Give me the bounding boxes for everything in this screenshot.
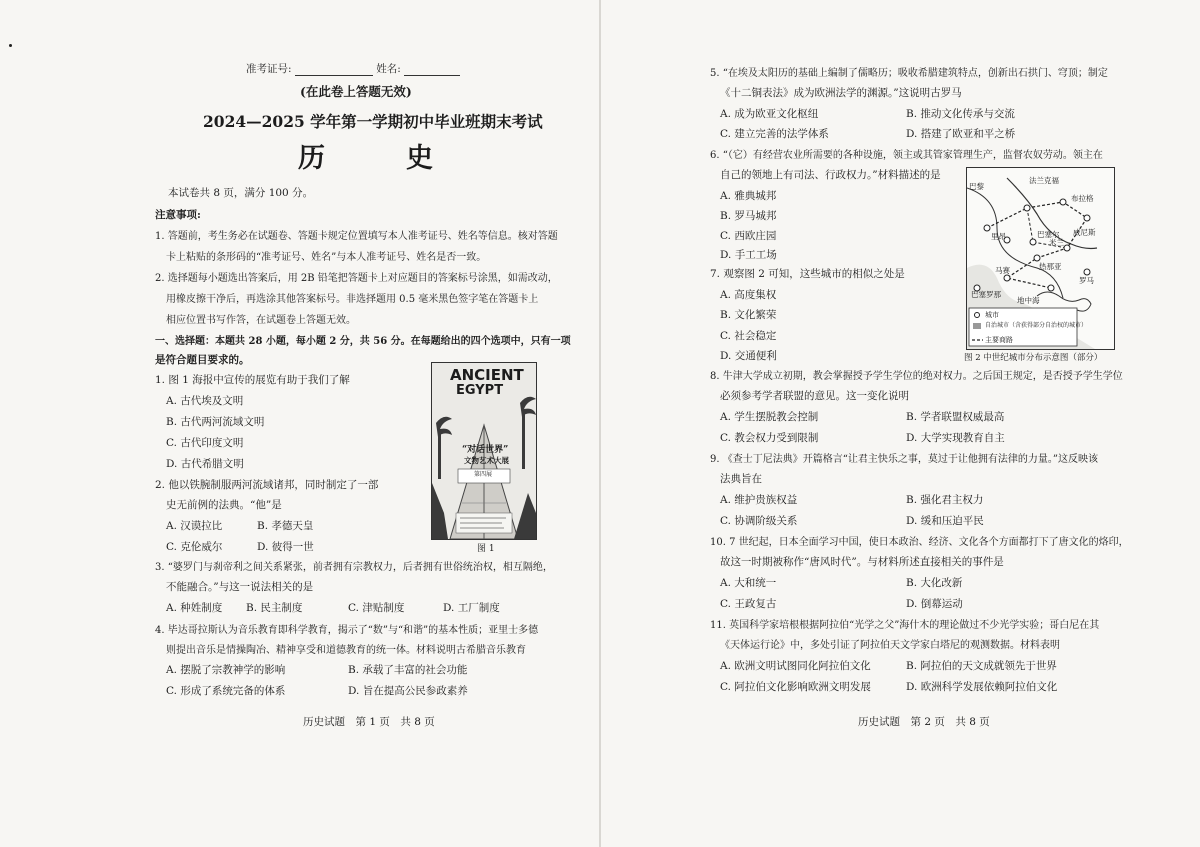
note-line: 卡上粘贴的条形码的“准考证号、姓名”与本人准考证号、姓名是否一致。 [166,252,487,263]
q4-option-c: C. 形成了系统完备的体系 [166,685,286,697]
question-3-stem-cont: 不能融合。”与这一说法相关的是 [166,581,314,593]
q7-option-b: B. 文化繁荣 [720,309,777,321]
page-2-footer: 历史试题 第 2 页 共 8 页 [858,716,990,728]
map-sea-label: 地中海 [1017,296,1040,305]
figure-2-map [966,167,1115,350]
map-city-label: 里昂 [991,232,1006,241]
q2-option-b: B. 孝德天皇 [257,520,314,532]
poster-subtitle-2: 文物艺术大展 [464,456,509,465]
q11-option-b: B. 阿拉伯的天文成就领先于世界 [906,660,1057,672]
q5-option-b: B. 推动文化传承与交流 [906,108,1015,120]
q11-option-c: C. 阿拉伯文化影响欧洲文明发展 [720,681,871,693]
map-city-label: 巴塞罗那 [971,290,1001,299]
map-city-label: 威尼斯 [1073,228,1096,237]
candidate-info-row [246,63,460,76]
q1-option-a: A. 古代埃及文明 [166,395,244,407]
q5-option-a: A. 成为欧亚文化枢纽 [720,108,819,120]
q4-option-b: B. 承载了丰富的社会功能 [348,664,468,676]
subject-title-2: 史 [406,143,433,174]
q8-option-a: A. 学生摆脱教会控制 [720,411,819,423]
intro-text: 本试卷共 8 页，满分 100 分。 [168,187,314,199]
q7-option-d: D. 交通便利 [720,350,777,362]
question-2-stem-cont: 史无前例的法典。“他”是 [166,499,282,511]
map-city-label: 布拉格 [1071,194,1094,203]
map-city-label: 法兰克福 [1029,176,1059,185]
question-11-stem-cont: 《天体运行论》中，多处引证了阿拉伯天文学家白塔尼的观测数据。材料表明 [720,640,1060,651]
q1-option-d: D. 古代希腊文明 [166,458,244,470]
question-7-stem: 7. 观察图 2 可知，这些城市的相似之处是 [710,268,905,280]
q3-option-a: A. 种姓制度 [166,602,223,614]
q10-option-d: D. 倒幕运动 [906,598,963,610]
q2-option-a: A. 汉谟拉比 [166,520,223,532]
q2-option-d: D. 彼得一世 [257,541,314,553]
map-city-label: 马赛 [995,266,1010,275]
map-city-label: 罗马 [1079,276,1094,285]
map-city-label: 热那亚 [1039,262,1062,271]
q10-option-a: A. 大和统一 [720,577,777,589]
q1-option-c: C. 古代印度文明 [166,437,244,449]
exam-title: 2024—2025 学年第一学期初中毕业班期末考试 [203,112,543,131]
question-10-stem-cont: 故这一时期被称作“唐风时代”。与材料所述直接相关的事件是 [720,556,1004,568]
q7-option-a: A. 高度集权 [720,289,777,301]
question-11-stem: 11. 英国科学家培根根据阿拉伯“光学之父”海什木的理论做过不少光学实验；哥白尼在其 [710,620,1100,631]
figure-1-caption: 图 1 [477,544,495,554]
q9-option-b: B. 强化君主权力 [906,494,984,506]
figure-1-poster [431,362,537,540]
q8-option-c: C. 教会权力受到限制 [720,432,819,444]
name-blank [404,64,460,76]
question-5-stem-cont: 《十二铜表法》成为欧洲法学的渊源。”这说明古罗马 [720,87,962,99]
section-heading-cont: 是符合题目要求的。 [155,354,250,366]
q5-option-c: C. 建立完善的法学体系 [720,128,829,140]
q3-option-d: D. 工厂制度 [443,602,500,614]
figure-2-caption: 图 2 中世纪城市分布示意图（部分） [964,353,1103,363]
map-city-label: 巴塞尔 [1037,230,1060,239]
poster-subtitle-3: 第四展 [474,471,493,478]
id-blank [295,64,373,76]
q4-option-d: D. 旨在提高公民参政素养 [348,685,468,697]
q5-option-d: D. 搭建了欧亚和平之桥 [906,128,1016,140]
q2-option-c: C. 克伦威尔 [166,541,223,553]
question-9-stem: 9. 《查士丁尼法典》开篇格言“让君主快乐之事，莫过于让他拥有法律的力量。”这反映该 [710,454,1098,465]
question-4-stem-cont: 则提出音乐是情操陶冶、精神享受和道德教育的统一体。材料说明古希腊音乐教育 [166,645,526,656]
q8-option-d: D. 大学实现教育自主 [906,432,1005,444]
invalid-notice: (在此卷上答题无效) [300,84,412,99]
question-3-stem: 3. “婆罗门与刹帝利之间关系紧张，前者拥有宗教权力，后者拥有世俗统治权，相互隔绝， [155,562,553,573]
note-line: 1. 答题前，考生务必在试题卷、答题卡规定位置填写本人准考证号、姓名等信息。核对答题 [155,231,558,242]
legend-city: 城市 [985,311,999,319]
q9-option-a: A. 维护贵族权益 [720,494,798,506]
q10-option-b: B. 大化改新 [906,577,963,589]
q6-option-b: B. 罗马城邦 [720,210,777,222]
exam-page-2 [600,0,1200,847]
q9-option-c: C. 协调阶级关系 [720,515,798,527]
q8-option-b: B. 学者联盟权威最高 [906,411,1005,423]
q3-option-c: C. 津贴制度 [348,602,405,614]
section-heading: 一、选择题：本题共 28 小题，每小题 2 分，共 56 分。在每题给出的四个选项中，只有一项 [155,336,571,347]
note-line: 2. 选择题每小题选出答案后，用 2B 铅笔把答题卡上对应题目的答案标号涂黑，如需改动， [155,273,558,284]
question-8-stem-cont: 必须参考学者联盟的意见。这一变化说明 [720,390,909,402]
note-line: 相应位置书写作答，在试题卷上答题无效。 [166,315,356,326]
q9-option-d: D. 缓和压迫平民 [906,515,984,527]
question-9-stem-cont: 法典旨在 [720,473,762,485]
q7-option-c: C. 社会稳定 [720,330,777,342]
poster-subtitle-1: “对话世界” [462,445,509,455]
q1-option-b: B. 古代两河流域文明 [166,416,265,428]
subject-title-1: 历 [298,143,325,174]
id-label: 准考证号: [246,63,292,75]
question-8-stem: 8. 牛津大学成立初期，教会掌握授予学生学位的绝对权力。之后国王规定，是否授予学生学位 [710,371,1123,382]
legend-free-city: 自治城市（含获得部分自治权的城市） [985,322,1088,329]
question-10-stem: 10. 7 世纪起，日本全面学习中国，使日本政治、经济、文化各个方面都打下了唐文化的烙印， [710,537,1129,548]
note-line: 用橡皮擦干净后，再选涂其他答案标号。非选择题用 0.5 毫米黑色签字笔在答题卡上 [166,294,539,305]
q6-option-a: A. 雅典城邦 [720,190,777,202]
question-6-stem: 6. “（它）有经营农业所需要的各种设施，领主或其管家管理生产，监督农奴劳动。领主在 [710,150,1103,161]
page-1-footer: 历史试题 第 1 页 共 8 页 [303,716,435,728]
map-city-label: 米兰 [1049,238,1064,247]
question-4-stem: 4. 毕达哥拉斯认为音乐教育即科学教育，揭示了“数”与“和谐”的基本性质；亚里士多德 [155,625,539,636]
poster-title-2: EGYPT [456,383,504,398]
notes-heading: 注意事项: [155,209,201,221]
poster-title-1: ANCIENT [450,366,524,384]
q10-option-c: C. 王政复古 [720,598,777,610]
question-2-stem: 2. 他以铁腕制服两河流域诸邦，同时制定了一部 [155,479,379,491]
map-city-label: 巴黎 [969,182,984,191]
q11-option-d: D. 欧洲科学发展依赖阿拉伯文化 [906,681,1058,693]
q6-option-c: C. 西欧庄园 [720,230,777,242]
q11-option-a: A. 欧洲文明试图同化阿拉伯文化 [720,660,871,672]
question-5-stem: 5. “在埃及太阳历的基础上编制了儒略历；吸收希腊建筑特点，创新出石拱门、穹顶；制定 [710,68,1108,79]
q6-option-d: D. 手工工场 [720,249,777,261]
legend-trade-route: 主要商路 [985,336,1013,344]
question-6-stem-cont: 自己的领地上有司法、行政权力。”材料描述的是 [720,169,941,181]
name-label: 姓名: [376,63,401,75]
q3-option-b: B. 民主制度 [246,602,303,614]
q4-option-a: A. 摆脱了宗教神学的影响 [166,664,286,676]
question-1-stem: 1. 图 1 海报中宣传的展览有助于我们了解 [155,374,350,386]
